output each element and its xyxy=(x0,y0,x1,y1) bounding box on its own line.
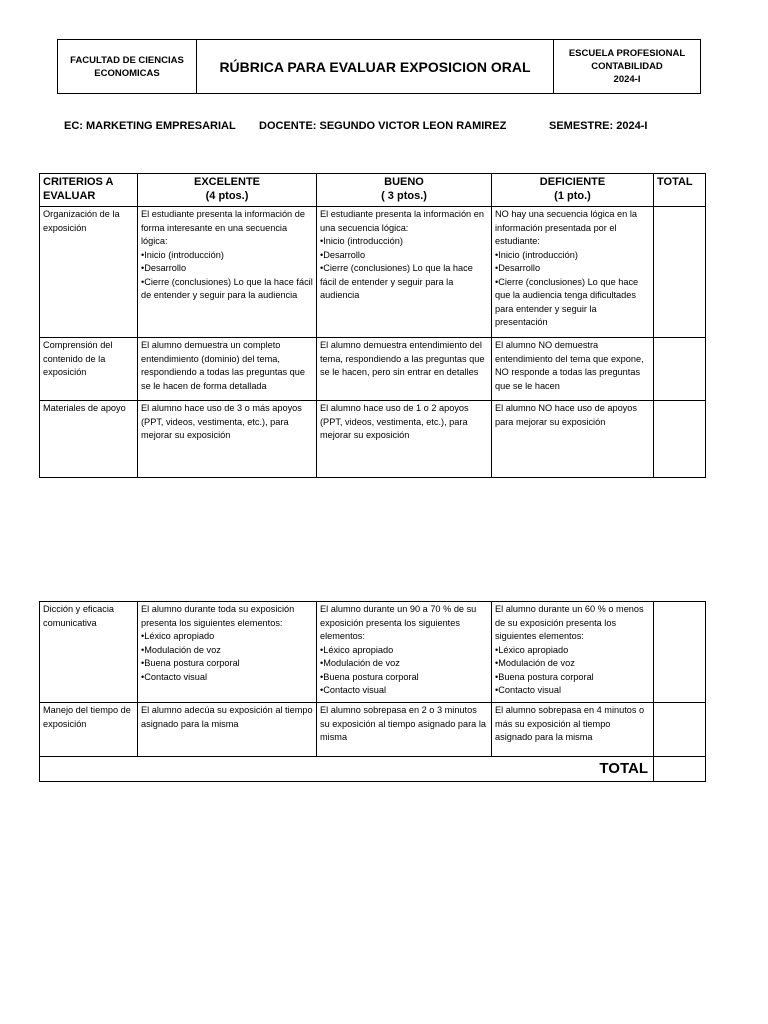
cell-text: El alumno durante un 60 % o menos de su exposición presenta los siguientes elementos: xyxy=(495,604,644,641)
list-item: • Desarrollo xyxy=(495,262,650,276)
table-row xyxy=(40,207,706,338)
faculty-line-2: ECONOMICAS xyxy=(94,67,160,79)
criterion-cell: Manejo del tiempo de exposición xyxy=(40,703,138,757)
poor-cell: El alumno sobrepasa en 4 minutos o más su exposición al tiempo asignado para la misma xyxy=(492,703,654,757)
school-cell xyxy=(554,40,701,94)
school-line-3: 2024-I xyxy=(613,74,641,85)
col-criteria-line-2: EVALUAR xyxy=(43,190,96,202)
table-row xyxy=(40,401,706,478)
bullet-list xyxy=(141,249,313,303)
col-poor-header xyxy=(492,174,654,207)
list-item: • Modulación de voz xyxy=(141,644,313,658)
col-good-header xyxy=(317,174,492,207)
header-row xyxy=(40,174,706,207)
poor-cell: El alumno NO hace uso de apoyos para mejorar su exposición xyxy=(492,401,654,478)
faculty-cell xyxy=(58,40,197,94)
table-row xyxy=(40,703,706,757)
good-cell: El alumno demuestra entendimiento del tema, respondiendo a las preguntas que se le hacen, pero sin entrar en detalles xyxy=(317,338,492,401)
cell-text: El alumno durante un 90 a 70 % de su exposición presenta los siguientes elementos: xyxy=(320,604,477,641)
cell-text: El estudiante presenta la información en una secuencia lógica: xyxy=(320,209,484,233)
total-cell[interactable] xyxy=(654,703,706,757)
list-item: • Léxico apropiado xyxy=(495,644,650,658)
good-cell: El alumno hace uso de 1 o 2 apoyos (PPT, videos, vestimenta, etc.), para mejorar su exposición xyxy=(317,401,492,478)
col-poor-line-1: DEFICIENTE xyxy=(539,176,606,188)
table-row xyxy=(40,338,706,401)
col-poor-line-2: (1 pto.) xyxy=(554,190,591,202)
total-cell[interactable] xyxy=(654,602,706,703)
document-header xyxy=(57,39,701,94)
list-item: • Inicio (introducción) xyxy=(141,249,313,263)
total-cell[interactable] xyxy=(654,207,706,338)
document-title: RÚBRICA PARA EVALUAR EXPOSICION ORAL xyxy=(197,40,554,94)
cell-text: NO hay una secuencia lógica en la información presentada por el estudiante: xyxy=(495,209,637,246)
list-item: • Cierre (conclusiones) Lo que hace que la audiencia tenga dificultades para entender y seguir la presentación xyxy=(495,276,650,330)
course-info xyxy=(64,120,704,136)
col-total-header: TOTAL xyxy=(654,174,706,207)
teacher-name: DOCENTE: SEGUNDO VICTOR LEON RAMIREZ xyxy=(259,120,507,132)
list-item: • Buena postura corporal xyxy=(141,657,313,671)
good-cell xyxy=(317,207,492,338)
excellent-cell: El alumno demuestra un completo entendimiento (dominio) del tema, respondiendo a todas las preguntas que se le hacen de forma detallada xyxy=(138,338,317,401)
good-cell: El alumno sobrepasa en 2 o 3 minutos su exposición al tiempo asignado para la misma xyxy=(317,703,492,757)
rubric-table-part-2 xyxy=(39,601,706,782)
good-cell xyxy=(317,602,492,703)
list-item: • Contacto visual xyxy=(320,684,488,698)
col-excellent-line-2: (4 ptos.) xyxy=(205,190,249,202)
list-item: • Léxico apropiado xyxy=(320,644,488,658)
col-good-line-1: BUENO xyxy=(384,176,424,188)
bullet-list xyxy=(495,249,650,330)
excellent-cell xyxy=(138,602,317,703)
total-cell[interactable] xyxy=(654,338,706,401)
poor-cell xyxy=(492,207,654,338)
list-item: • Contacto visual xyxy=(495,684,650,698)
course-name: EC: MARKETING EMPRESARIAL xyxy=(64,120,236,132)
bullet-list xyxy=(320,235,488,303)
total-cell[interactable] xyxy=(654,401,706,478)
criterion-cell: Organización de la exposición xyxy=(40,207,138,338)
excellent-cell: El alumno hace uso de 3 o más apoyos (PPT, videos, vestimenta, etc.), para mejorar su exposición xyxy=(138,401,317,478)
list-item: • Cierre (conclusiones) Lo que la hace fácil de entender y seguir para la audiencia xyxy=(320,262,488,303)
list-item: • Cierre (conclusiones) Lo que la hace fácil de entender y seguir para la audiencia xyxy=(141,276,313,303)
col-excellent-line-1: EXCELENTE xyxy=(193,176,260,188)
bullet-list xyxy=(141,630,313,684)
faculty-line-1: FACULTAD DE CIENCIAS xyxy=(70,54,184,66)
grand-total-cell[interactable] xyxy=(654,757,706,782)
criterion-cell: Dicción y eficacia comunicativa xyxy=(40,602,138,703)
list-item: • Inicio (introducción) xyxy=(495,249,650,263)
poor-cell: El alumno NO demuestra entendimiento del tema que expone, NO responde a todas las preguntas que se le hacen xyxy=(492,338,654,401)
school-line-2: CONTABILIDAD xyxy=(591,61,663,72)
criterion-cell: Materiales de apoyo xyxy=(40,401,138,478)
poor-cell xyxy=(492,602,654,703)
semester: SEMESTRE: 2024-I xyxy=(549,120,648,132)
table-row xyxy=(40,602,706,703)
bullet-list xyxy=(495,644,650,698)
list-item: • Desarrollo xyxy=(320,249,488,263)
grand-total-label: TOTAL xyxy=(40,757,654,782)
bullet-list xyxy=(320,644,488,698)
list-item: • Modulación de voz xyxy=(495,657,650,671)
school-line-1: ESCUELA PROFESIONAL xyxy=(568,48,686,59)
list-item: • Inicio (introducción) xyxy=(320,235,488,249)
cell-text: El estudiante presenta la información de forma interesante en una secuencia lógica: xyxy=(141,209,305,246)
col-good-line-2: ( 3 ptos.) xyxy=(381,190,427,202)
list-item: • Léxico apropiado xyxy=(141,630,313,644)
total-row xyxy=(40,757,706,782)
rubric-table-part-1 xyxy=(39,173,706,478)
list-item: • Desarrollo xyxy=(141,262,313,276)
col-criteria-header xyxy=(40,174,138,207)
col-excellent-header xyxy=(138,174,317,207)
col-criteria-line-1: CRITERIOS A xyxy=(43,176,114,188)
list-item: • Buena postura corporal xyxy=(495,671,650,685)
criterion-cell: Comprensión del contenido de la exposición xyxy=(40,338,138,401)
list-item: • Buena postura corporal xyxy=(320,671,488,685)
excellent-cell xyxy=(138,207,317,338)
cell-text: El alumno durante toda su exposición presenta los siguientes elementos: xyxy=(141,604,295,628)
list-item: • Modulación de voz xyxy=(320,657,488,671)
list-item: • Contacto visual xyxy=(141,671,313,685)
excellent-cell: El alumno adecúa su exposición al tiempo asignado para la misma xyxy=(138,703,317,757)
